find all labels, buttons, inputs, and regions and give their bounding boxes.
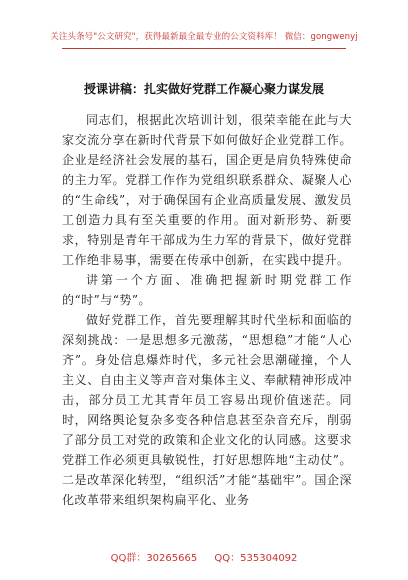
footer-contact (0, 549, 408, 564)
header-divider (62, 48, 346, 49)
footer-qq-group: QQ群：30265665 (110, 553, 198, 564)
paragraph: 做好党群工作，首先要理解其时代坐标和面临的深刻挑战：一是思想多元激荡，“思想稳”才能“人心齐”。身处信息爆炸时代，多元社会思潮碰撞，个人主义、自由主义等声音对集体主义、奉献精神形成冲击，部分员工尤其青年员工容易出现价值迷茫。同时，网络舆论复杂多变各种信息甚至杂音充斥，削弱了部分员工对党的政策和企业文化的认同感。这要求党群工作必须更具敏锐性，打好思想阵地“主动仗”。二是改革深化转型，“组织活”才能“基础牢”。国企深化改革带来组织架构扁平化、业务 (62, 313, 352, 507)
footer-qq: QQ：535304092 (214, 553, 298, 564)
header-banner: 关注头条号"公文研究"，获得最新最全最专业的公文资料库！ 微信：gongwenyj (50, 32, 358, 42)
document-title: 授课讲稿：扎实做好党群工作凝心聚力谋发展 (83, 82, 324, 96)
paragraph: 讲第一个方面、准确把握新时期党群工作的“时”与“势”。 (62, 273, 352, 307)
paragraph: 同志们，根据此次培训计划，很荣幸能在此与大家交流分享在新时代背景下如何做好企业党群工作。企业是经济社会发展的基石，国企更是肩负特殊使命的主力军。党群工作作为党组织联系群众、凝聚人心的“生命线”，对于确保国有企业高质量发展、激发员工创造力具有至关重要的作用。面对新形势、新要求，特别是青年干部成为生力军的背景下，做好党群工作绝非易事，需要在传承中创新，在实践中提升。 (62, 113, 352, 267)
document-body (62, 110, 352, 510)
